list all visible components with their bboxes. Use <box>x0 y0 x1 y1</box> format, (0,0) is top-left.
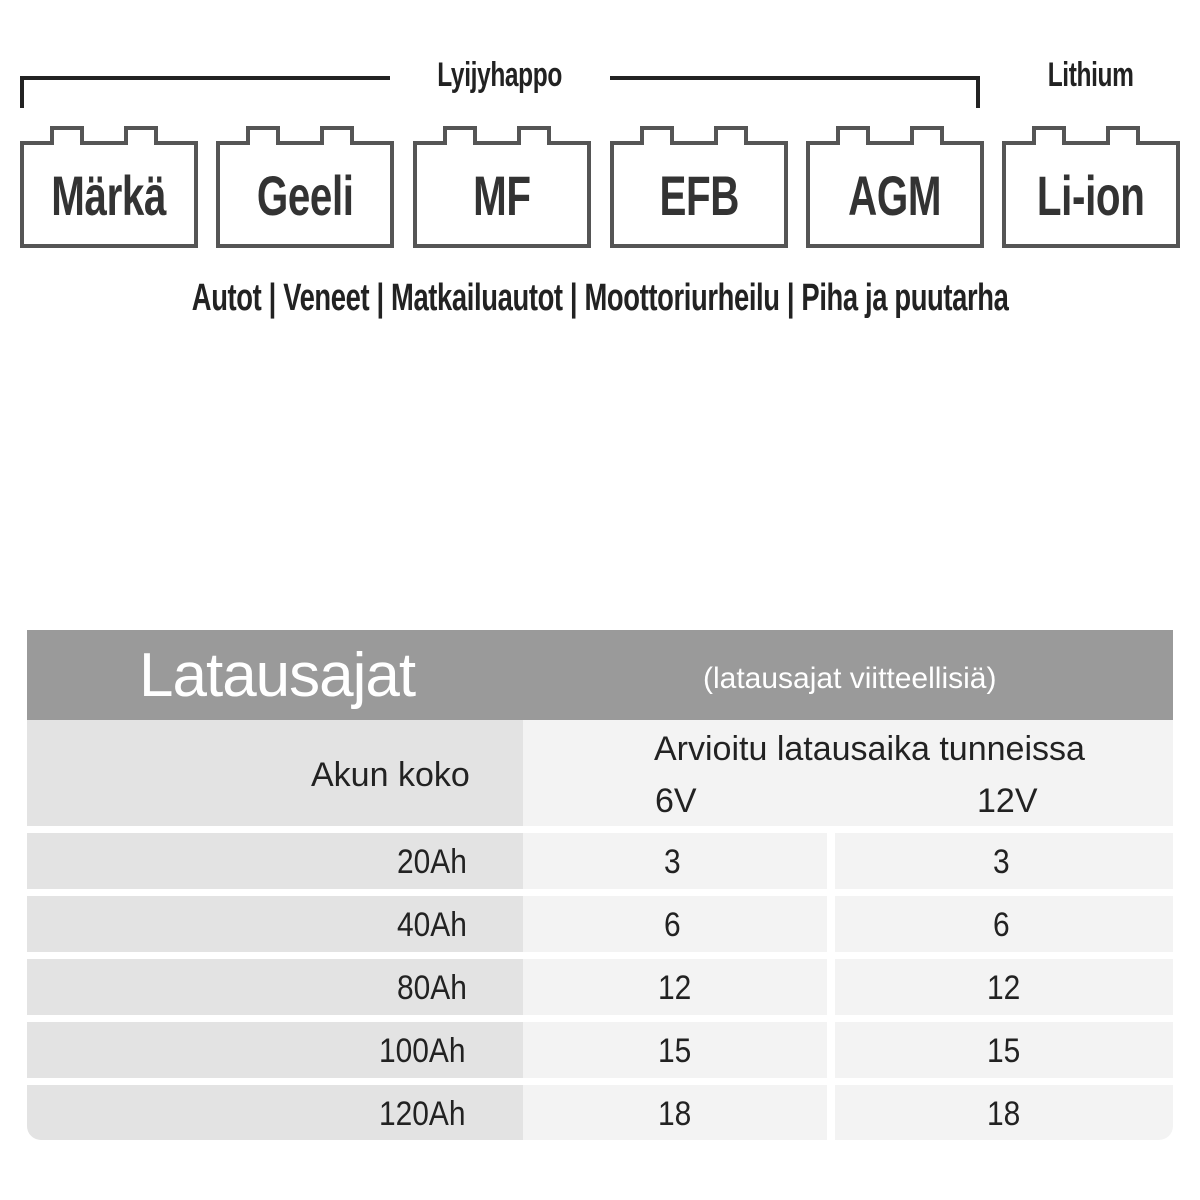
battery-li-ion <box>1002 125 1180 249</box>
column-header-time: Arvioitu latausaika tunneissa <box>654 730 1085 768</box>
battery-mf <box>413 125 591 249</box>
row-12v-value: 6 <box>993 906 1010 944</box>
battery-label-agm: AGM <box>848 164 942 227</box>
table-title: Latausajat <box>139 641 416 710</box>
applications-line: Autot | Veneet | Matkailuautot | Moottoriurheilu | Piha ja puutarha <box>191 277 1009 319</box>
row-size: 100Ah <box>379 1032 466 1070</box>
row-size: 80Ah <box>397 969 467 1007</box>
row-6v-value: 3 <box>664 843 681 881</box>
charging-times-table <box>27 630 1173 1140</box>
row-6v-value: 6 <box>664 906 681 944</box>
battery-efb <box>610 125 788 249</box>
battery-label-li-ion: Li-ion <box>1037 164 1145 227</box>
row-12v-value: 15 <box>987 1032 1021 1070</box>
battery-label-wet: Märkä <box>51 164 167 227</box>
row-6v-value: 12 <box>658 969 692 1007</box>
row-12v-value: 3 <box>993 843 1010 881</box>
table-note: (latausajat viitteellisiä) <box>703 662 997 695</box>
battery-label-mf: MF <box>473 164 531 227</box>
row-12v-value: 12 <box>987 969 1021 1007</box>
row-size: 20Ah <box>397 843 467 881</box>
battery-agm <box>806 125 984 249</box>
column-header-size: Akun koko <box>311 756 470 794</box>
battery-wet <box>20 125 198 249</box>
row-6v-value: 15 <box>658 1032 692 1070</box>
column-header-12v: 12V <box>977 782 1038 820</box>
row-size: 120Ah <box>379 1095 466 1133</box>
row-12v-value: 18 <box>987 1095 1021 1133</box>
battery-gel <box>216 125 394 249</box>
table-header <box>27 630 1173 720</box>
row-size: 40Ah <box>397 906 467 944</box>
battery-label-efb: EFB <box>659 164 739 227</box>
lead-acid-label: Lyijyhappo <box>437 56 563 94</box>
lithium-label: Lithium <box>1048 56 1134 94</box>
row-6v-value: 18 <box>658 1095 692 1133</box>
battery-label-gel: Geeli <box>256 164 354 227</box>
column-header-6v: 6V <box>655 782 697 820</box>
